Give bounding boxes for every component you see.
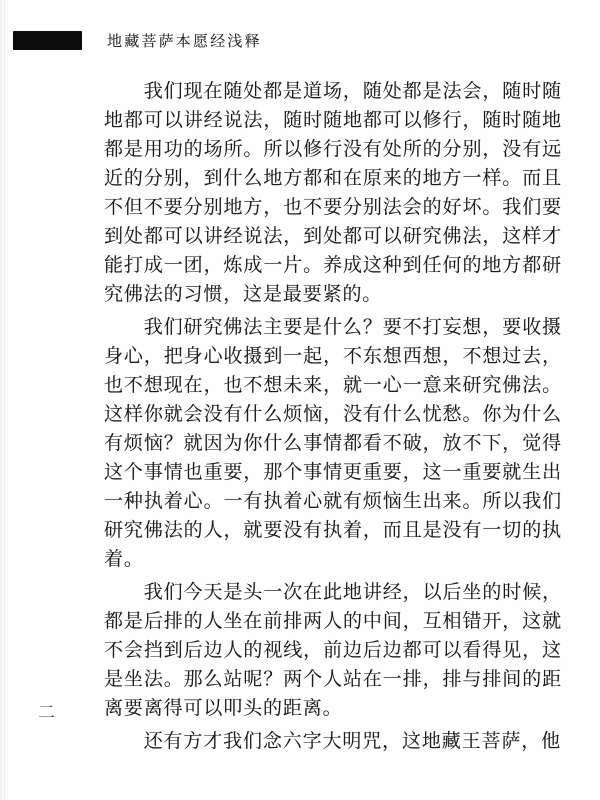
body-text-block [104,77,562,760]
paragraph-1: 我们现在随处都是道场，随处都是法会，随时随地都可以讲经说法，随时随地都可以修行，随时随地都是用功的场所。所以修行没有处所的分别，没有远近的分别，到什么地方都和在原来的地方一样。而且不但不要分别地方，也不要分别法会的好坏。我们要到处都可以讲经说法，到处都可以研究佛法，这样才能打成一团，炼成一片。养成这种到任何的地方都研究佛法的习惯，这是最要紧的。 [104,81,562,305]
page-number: 二 [38,703,55,722]
paragraph-3: 我们今天是头一次在此地讲经，以后坐的时候，都是后排的人坐在前排两人的中间，互相错开，这就不会挡到后边人的视线，前边后边都可以看得见，这是坐法。那么站呢？两个人站在一排，排与排间的距离要离得可以叩头的距离。 [104,582,562,719]
running-header-title: 地藏菩萨本愿经浅释 [107,34,262,50]
scan-edge-artifact [0,0,10,800]
paragraph-2: 我们研究佛法主要是什么？要不打妄想，要收摄身心，把身心收摄到一起，不东想西想，不想过去，也不想现在，也不想未来，就一心一意来研究佛法。这样你就会没有什么烦恼，没有什么忧愁。你为什么有烦恼？就因为你什么事情都看不破，放不下，觉得这个事情也重要，那个事情更重要，这一重要就生出一种执着心。一有执着心就有烦恼生出来。所以我们研究佛法的人，就要没有执着，而且是没有一切的执着。 [104,317,562,570]
scan-edge-line [4,0,5,800]
paragraph-4: 还有方才我们念六字大明咒，这地藏王菩萨，他 [143,731,561,752]
redaction-bar [13,31,82,50]
